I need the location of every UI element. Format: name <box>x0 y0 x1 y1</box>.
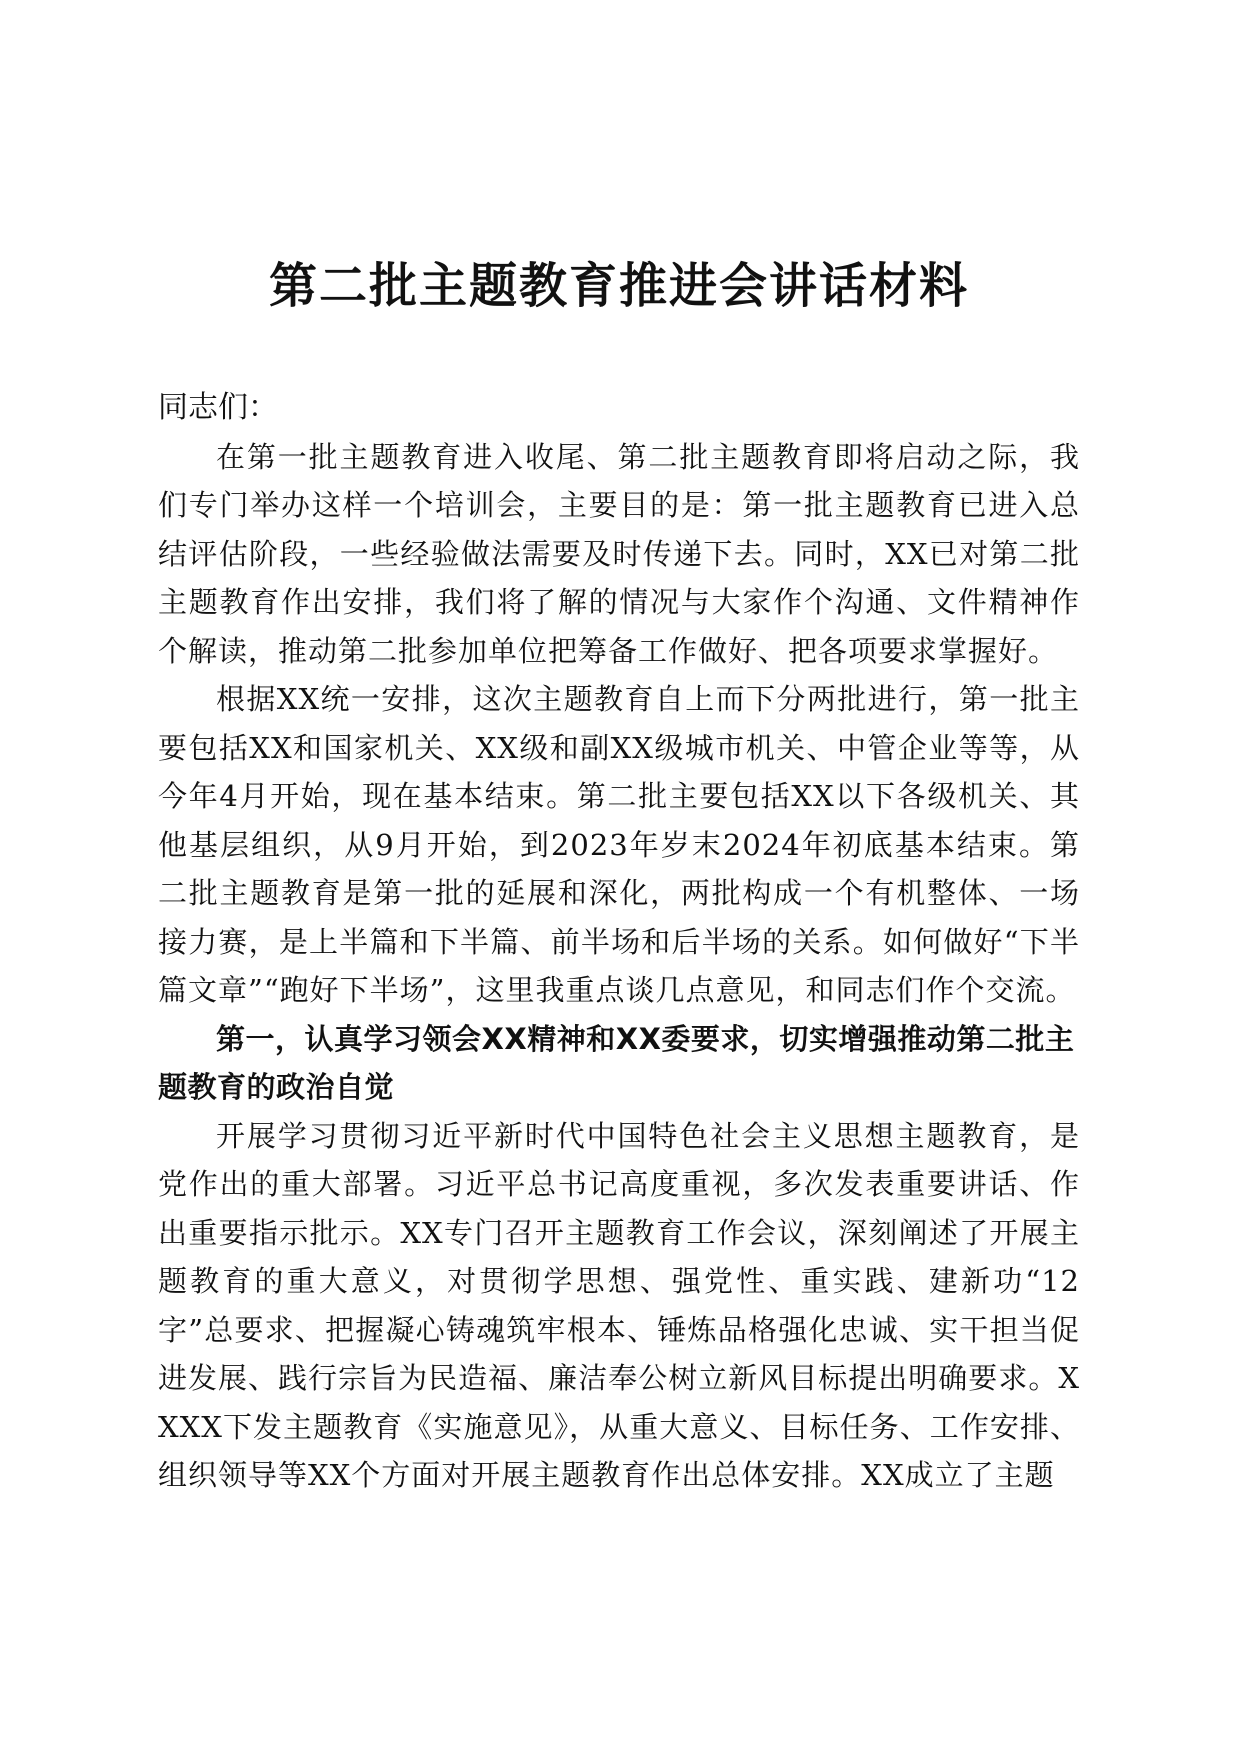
document-title: 第二批主题教育推进会讲话材料 <box>268 258 969 314</box>
document-body <box>158 384 1080 1500</box>
paragraph-arrangement: 根据XX统一安排，这次主题教育自上而下分两批进行，第一批主要包括XX和国家机关、XX级和副XX级城市机关、中管企业等等，从今年4月开始，现在基本结束。第二批主要包括XX以下各级机关、其他基层组织，从9月开始，到2023年岁末2024年初底基本结束。第二批主题教育是第一批的延展和深化，两批构成一个有机整体、一场接力赛，是上半篇和下半篇、前半场和后半场的关系。如何做好“下半篇文章”“跑好下半场”，这里我重点谈几点意见，和同志们作个交流。 <box>158 682 1080 1007</box>
paragraph-section-1: 开展学习贯彻习近平新时代中国特色社会主义思想主题教育，是党作出的重大部署。习近平总书记高度重视，多次发表重要讲话、作出重要指示批示。XX专门召开主题教育工作会议，深刻阐述了开展主题教育的重大意义，对贯彻学思想、强党性、重实践、建新功“12字”总要求、把握凝心铸魂筑牢根本、锤炼品格强化忠诚、实干担当促进发展、践行宗旨为民造福、廉洁奉公树立新风目标提出明确要求。XXXX下发主题教育《实施意见》，从重大意义、目标任务、工作安排、组织领导等XX个方面对开展主题教育作出总体安排。XX成立了主题 <box>158 1118 1080 1492</box>
salutation: 同志们： <box>158 390 278 425</box>
section-heading-1: 第一，认真学习领会XX精神和XX委要求，切实增强推动第二批主题教育的政治自觉 <box>158 1021 1075 1104</box>
paragraph-intro: 在第一批主题教育进入收尾、第二批主题教育即将启动之际，我们专门举办这样一个培训会，主要目的是：第一批主题教育已进入总结评估阶段，一些经验做法需要及时传递下去。同时，XX已对第二批主题教育作出安排，我们将了解的情况与大家作个沟通、文件精神作个解读，推动第二批参加单位把筹备工作做好、把各项要求掌握好。 <box>158 439 1080 668</box>
